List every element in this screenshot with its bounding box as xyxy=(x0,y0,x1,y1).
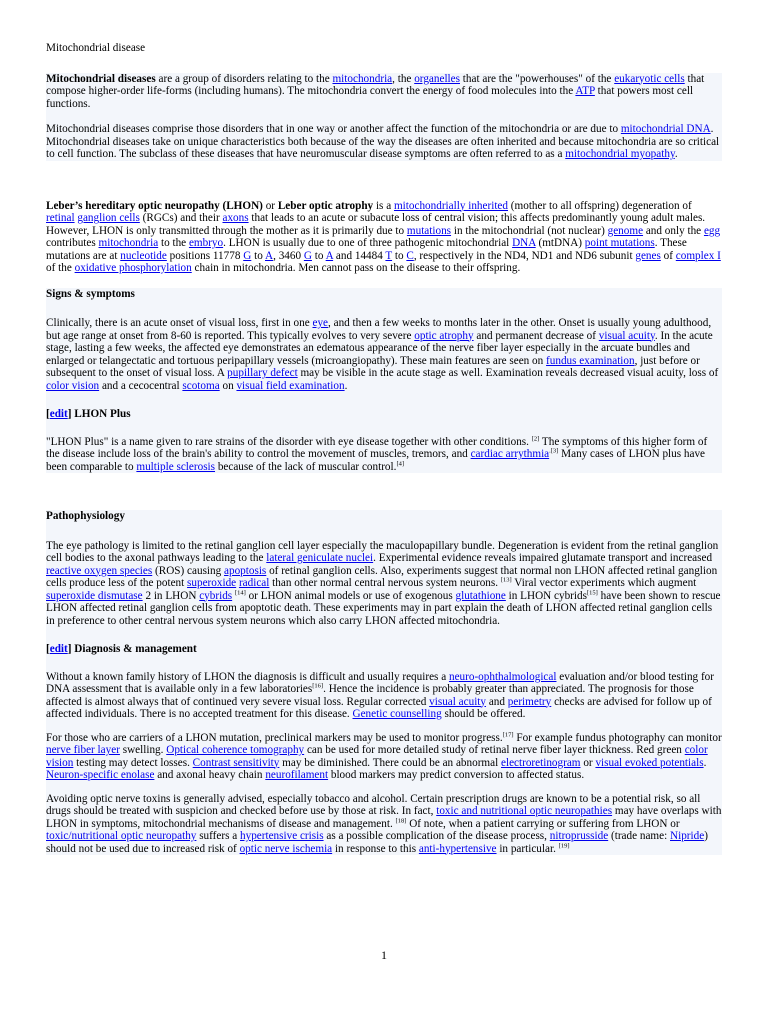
text-run: , 3460 xyxy=(273,249,304,262)
text-run: Viral vector experiments which augment xyxy=(511,577,697,589)
running-title: Mitochondrial disease xyxy=(46,42,146,54)
text-run: because of the lack of muscular control. xyxy=(215,460,397,473)
text-run: . xyxy=(703,756,707,769)
inline-link[interactable]: C xyxy=(406,249,414,262)
citation-ref[interactable]: [2] xyxy=(531,434,540,442)
inline-link[interactable]: multiple sclerosis xyxy=(136,460,216,473)
inline-link[interactable]: superoxide xyxy=(187,577,237,589)
inline-link[interactable]: reactive oxygen species xyxy=(46,564,153,577)
inline-link[interactable]: genome xyxy=(607,224,644,237)
edit-link[interactable]: edit xyxy=(49,408,68,420)
text-run: and permanent decrease of xyxy=(473,329,599,342)
lhon-plus-heading: [edit] LHON Plus xyxy=(46,408,131,420)
text-run: may be diminished. There could be an abnormal xyxy=(279,756,501,769)
citation-ref[interactable]: [14] xyxy=(234,588,246,596)
text-run: in the mitochondrial (not nuclear) xyxy=(451,224,608,237)
text-run: positions 11778 xyxy=(166,249,244,262)
text-run: of xyxy=(660,249,676,262)
inline-link[interactable]: egg xyxy=(703,224,721,237)
inline-link[interactable]: G xyxy=(243,249,252,262)
inline-link[interactable]: mitochondrial myopathy xyxy=(565,148,675,160)
inline-link[interactable]: toxic and nutritional optic neuropathies xyxy=(436,805,613,817)
inline-link[interactable]: nerve fiber layer xyxy=(46,744,120,756)
citation-ref[interactable]: [4] xyxy=(396,459,405,467)
diag-heading: [edit] Diagnosis & management xyxy=(46,643,197,655)
inline-link[interactable]: color vision xyxy=(46,744,708,769)
inline-link[interactable]: glutathione xyxy=(455,589,506,602)
text-run: Clinically, there is an acute onset of visual loss, first in one xyxy=(46,317,313,329)
inline-link[interactable]: oxidative phosphorylation xyxy=(74,262,192,274)
diag-paragraph-3 xyxy=(46,793,722,856)
text-run: . Mitochondrial diseases take on unique characteristics both because of the way the diseases are often inherited and because mitochondria are so critical to cell function. The subclass of these diseases that have neuromuscular disease symptoms are often referred to as a xyxy=(46,123,720,160)
text-run: may have overlaps with LHON in symptoms, mitochondrial mechanisms of disease and management. xyxy=(46,805,722,830)
inline-link[interactable]: color vision xyxy=(46,379,100,392)
text-run: Mitochondrial diseases comprise those disorders that in one way or another affect the function of the mitochondria or are due to xyxy=(46,123,621,135)
text-run: contributes xyxy=(46,237,99,249)
inline-link[interactable]: point mutations xyxy=(584,237,655,249)
inline-link[interactable]: anti-hypertensive xyxy=(418,842,497,855)
text-run: can be used for more detailed study of retinal nerve fiber layer thickness. Red green xyxy=(304,744,685,756)
text-run: to xyxy=(392,249,407,262)
intro-paragraph-2 xyxy=(46,123,722,161)
text-run: in response to this xyxy=(332,842,419,855)
text-run: to xyxy=(251,249,265,262)
text-run: (RGCs) and their xyxy=(139,212,223,224)
text-run: (ROS) causing xyxy=(152,564,225,577)
inline-link[interactable]: lateral geniculate nuclei xyxy=(266,552,374,564)
inline-link[interactable]: genes xyxy=(635,249,661,262)
page-number: 1 xyxy=(381,948,387,962)
inline-link[interactable]: ATP xyxy=(575,85,595,97)
inline-link[interactable]: organelles xyxy=(414,72,460,85)
text-run: 2 in LHON xyxy=(142,589,200,602)
inline-link[interactable]: Genetic counselling xyxy=(352,708,442,720)
text-run: may be visible in the acute stage as well. Examination reveals decreased visual acuity, loss of xyxy=(297,367,719,379)
inline-link[interactable]: A xyxy=(325,249,334,262)
citation-ref[interactable]: [13] xyxy=(500,576,512,584)
text-run: . These mutations are at xyxy=(46,237,687,262)
citation-ref[interactable]: [18] xyxy=(395,816,407,824)
inline-link[interactable]: neuro-ophthalmological xyxy=(448,670,557,683)
text-run: Avoiding optic nerve toxins is generally advised, especially tobacco and alcohol. Certain prescription drugs are known to be a potential risk, so all drugs should be treated with suspicion and checked before use by those at risk. In fact, xyxy=(46,792,701,817)
text-run: and a cecocentral xyxy=(99,379,183,392)
text-run: have been shown to rescue LHON affected retinal ganglion cells from apoptotic death. These experiments may in part explain the death of LHON affected retinal ganglion cells in preference to other central nervous system neurons which also carry LHON affected mitochondria. xyxy=(46,589,721,627)
text-run: . In the acute stage, lasting a few weeks, the affected eye demonstrates an edematous appearance of the nerve fiber layer especially in the arcuate bundles and enlarged or telangectatic and tortuous peripapillary vessels (microangiopathy). These main features are seen on xyxy=(46,329,713,367)
inline-link[interactable]: visual acuity xyxy=(598,329,655,342)
text-run: to xyxy=(311,249,326,262)
text-run: and xyxy=(486,695,508,708)
inline-link[interactable]: eye xyxy=(312,317,329,329)
lhon-paragraph xyxy=(46,200,722,275)
text-run: evaluation and/or blood testing for DNA assessment that is available only in a few laboratories xyxy=(46,670,714,695)
patho-paragraph xyxy=(46,540,722,628)
signs-heading: Signs & symptoms xyxy=(46,287,135,300)
citation-ref[interactable]: [16] xyxy=(312,682,324,690)
inline-link[interactable]: cybrids xyxy=(199,589,233,602)
patho-section xyxy=(46,510,722,855)
inline-link[interactable]: scotoma xyxy=(182,379,220,392)
citation-ref[interactable]: [19] xyxy=(558,841,570,849)
inline-link[interactable]: mitochondrially inherited xyxy=(393,199,508,212)
inline-link[interactable]: mitochondria xyxy=(332,72,393,85)
text-run: (mtDNA) xyxy=(535,237,585,249)
edit-link[interactable]: edit xyxy=(49,643,68,655)
inline-link[interactable]: perimetry xyxy=(507,695,552,708)
text-run: and 14484 xyxy=(333,249,386,262)
text-run: For those who are carriers of a LHON mutation, preclinical markers may be used to monitor progress. xyxy=(46,731,503,744)
inline-link[interactable]: nucleotide xyxy=(120,249,167,262)
text-run: suffers a xyxy=(196,830,240,842)
text-run: in LHON cybrids xyxy=(505,589,587,602)
text-run: is a xyxy=(373,199,394,212)
text-run: that powers most cell functions. xyxy=(46,85,694,110)
inline-link[interactable]: Nipride xyxy=(670,830,705,842)
signs-section xyxy=(46,288,722,474)
inline-link[interactable]: Optical coherence tomography xyxy=(166,744,305,756)
text-run: in particular. xyxy=(496,842,559,855)
document-page xyxy=(46,42,722,855)
lhon-plus-paragraph xyxy=(46,436,722,474)
inline-link[interactable]: Neuron-specific enolase xyxy=(46,769,155,781)
diag-heading-text: Diagnosis & management xyxy=(74,643,197,655)
inline-link[interactable]: radical xyxy=(238,577,270,589)
text-run: that are the "powerhouses" of the xyxy=(459,72,615,85)
inline-link[interactable]: toxic/nutritional optic neuropathy xyxy=(46,830,197,842)
inline-link[interactable]: fundus examination xyxy=(546,354,635,367)
inline-link[interactable]: pupillary defect xyxy=(227,367,298,379)
text-run: "LHON Plus" is a name given to rare strains of the disorder with eye disease together with other conditions. xyxy=(46,435,532,448)
text-run: should be offered. xyxy=(441,708,526,720)
inline-link[interactable]: optic atrophy xyxy=(414,329,474,342)
inline-link[interactable]: cardiac arrythmia xyxy=(470,448,550,460)
inline-link[interactable]: embryo xyxy=(188,237,224,249)
citation-ref[interactable]: [15] xyxy=(586,588,598,596)
text-run: that compose higher-order life-forms (including humans). The mitochondria convert the energy of food molecules into the xyxy=(46,72,705,97)
text-run: . xyxy=(674,148,678,160)
signs-paragraph xyxy=(46,317,722,392)
text-run: checks are advised for follow up of affected individuals. There is no accepted treatment for this disease. xyxy=(46,695,712,720)
inline-link[interactable]: superoxide dismutase xyxy=(46,589,143,602)
patho-heading: Pathophysiology xyxy=(46,510,125,522)
inline-link[interactable]: nitroprusside xyxy=(549,830,609,842)
inline-link[interactable]: A xyxy=(265,249,274,262)
lhon-plus-heading-text: LHON Plus xyxy=(74,408,131,420)
text-run: to the xyxy=(158,237,189,249)
bold-term: Mitochondrial diseases xyxy=(46,72,156,85)
inline-link[interactable]: visual acuity xyxy=(429,695,487,708)
inline-link[interactable]: complex I xyxy=(675,249,721,262)
text-run: of the xyxy=(46,262,75,274)
text-run: blood markers may predict conversion to affected status. xyxy=(328,769,585,781)
text-run: , respectively in the ND4, ND1 and ND6 subunit xyxy=(413,249,636,262)
text-run: testing may detect losses. xyxy=(73,756,193,769)
inline-link[interactable]: optic nerve ischemia xyxy=(239,842,333,855)
inline-link[interactable]: visual evoked potentials xyxy=(595,756,704,769)
citation-ref[interactable]: [17] xyxy=(502,730,514,738)
inline-link[interactable]: visual field examination xyxy=(236,379,345,392)
text-run: . Experimental evidence reveals impaired glutamate transport and increased xyxy=(373,552,713,564)
citation-ref[interactable]: .[3] xyxy=(549,447,559,455)
inline-link[interactable]: neurofilament xyxy=(265,769,329,781)
text-run: and axonal heavy chain xyxy=(154,769,266,781)
text-run: that leads to an acute or subacute loss of central vision; this affects predominantly young adult males. However, LHON is only transmitted through the mother as it is primarily due to xyxy=(46,212,706,237)
text-run: of retinal ganglion cells. Also, experiments suggest that normal non LHON affected retinal ganglion cells produce less of the potent xyxy=(46,564,718,589)
bold-term: Leber’s hereditary optic neuropathy (LHON) xyxy=(46,199,263,212)
inline-link[interactable]: hypertensive crisis xyxy=(240,830,324,842)
text-run: are a group of disorders relating to the xyxy=(155,72,333,85)
text-run: on xyxy=(219,379,237,392)
text-run: For example fundus photography can monitor xyxy=(513,731,722,744)
text-run: (trade name: xyxy=(608,830,670,842)
text-run: and only the xyxy=(643,224,704,237)
text-run: swelling. xyxy=(119,744,167,756)
inline-link[interactable]: mitochondria xyxy=(98,237,159,249)
text-run: (mother to all offspring) degeneration of xyxy=(508,199,692,212)
intro-section xyxy=(46,73,722,161)
text-run: Many cases of LHON plus have been comparable to xyxy=(46,448,706,473)
text-run: chain in mitochondria. Men cannot pass on the disease to their offspring. xyxy=(191,262,521,274)
inline-link[interactable]: mutations xyxy=(406,224,452,237)
text-run: The eye pathology is limited to the retinal ganglion cell layer especially the maculopapillary bundle. Degeneration is evident from the retinal ganglion cell bodies to the axonal pathways leading to the xyxy=(46,539,719,564)
inline-link[interactable]: electroretinogram xyxy=(501,756,581,769)
text-run: , the xyxy=(392,72,415,85)
inline-link[interactable]: retinal xyxy=(46,212,75,224)
inline-link[interactable]: ganglion cells xyxy=(77,212,140,224)
text-run: or xyxy=(580,756,596,769)
text-run: . LHON is usually due to one of three pathogenic mitochondrial xyxy=(223,237,513,249)
inline-link[interactable]: apoptosis xyxy=(224,564,267,577)
inline-link[interactable]: eukaryotic cells xyxy=(614,72,685,85)
inline-link[interactable]: mitochondrial DNA xyxy=(620,123,711,135)
text-run: , just before or subsequent to the onset of visual loss. A xyxy=(46,354,700,379)
text-run: Without a known family history of LHON the diagnosis is difficult and usually requires a xyxy=(46,670,449,683)
text-run: . Hence the incidence is probably greater than appreciated. The prognosis for those affected is almost always that of continued very severe visual loss. Regular corrected xyxy=(46,683,694,708)
diag-paragraph-1 xyxy=(46,671,722,721)
text-run: Of note, when a patient carrying or suffering from LHON or xyxy=(406,817,680,830)
text-run: as a possible complication of the disease process, xyxy=(323,830,550,842)
inline-link[interactable]: DNA xyxy=(512,237,536,249)
text-run: or xyxy=(262,199,278,212)
text-run: ) should not be used due to increased risk of xyxy=(46,830,708,855)
text-run: . xyxy=(344,379,348,392)
diag-paragraph-2 xyxy=(46,732,722,782)
text-run: The symptoms of this higher form of the disease include loss of the brain's ability to control the movement of muscles, tremors, and xyxy=(46,435,708,460)
intro-paragraph-1 xyxy=(46,73,722,111)
text-run: than other normal central nervous system neurons. xyxy=(269,577,501,589)
text-run: , and then a few weeks to months later in the other. Onset is usually young adulthood, but age range at onset from 8-60 is reported. This typically evolves to very severe xyxy=(46,317,712,342)
bold-term: Leber optic atrophy xyxy=(277,199,374,212)
text-run: or LHON animal models or use of exogenous xyxy=(245,589,456,602)
inline-link[interactable]: axons xyxy=(222,212,249,224)
inline-link[interactable]: T xyxy=(385,249,393,262)
inline-link[interactable]: Contrast sensitivity xyxy=(192,756,280,769)
inline-link[interactable]: G xyxy=(303,249,312,262)
